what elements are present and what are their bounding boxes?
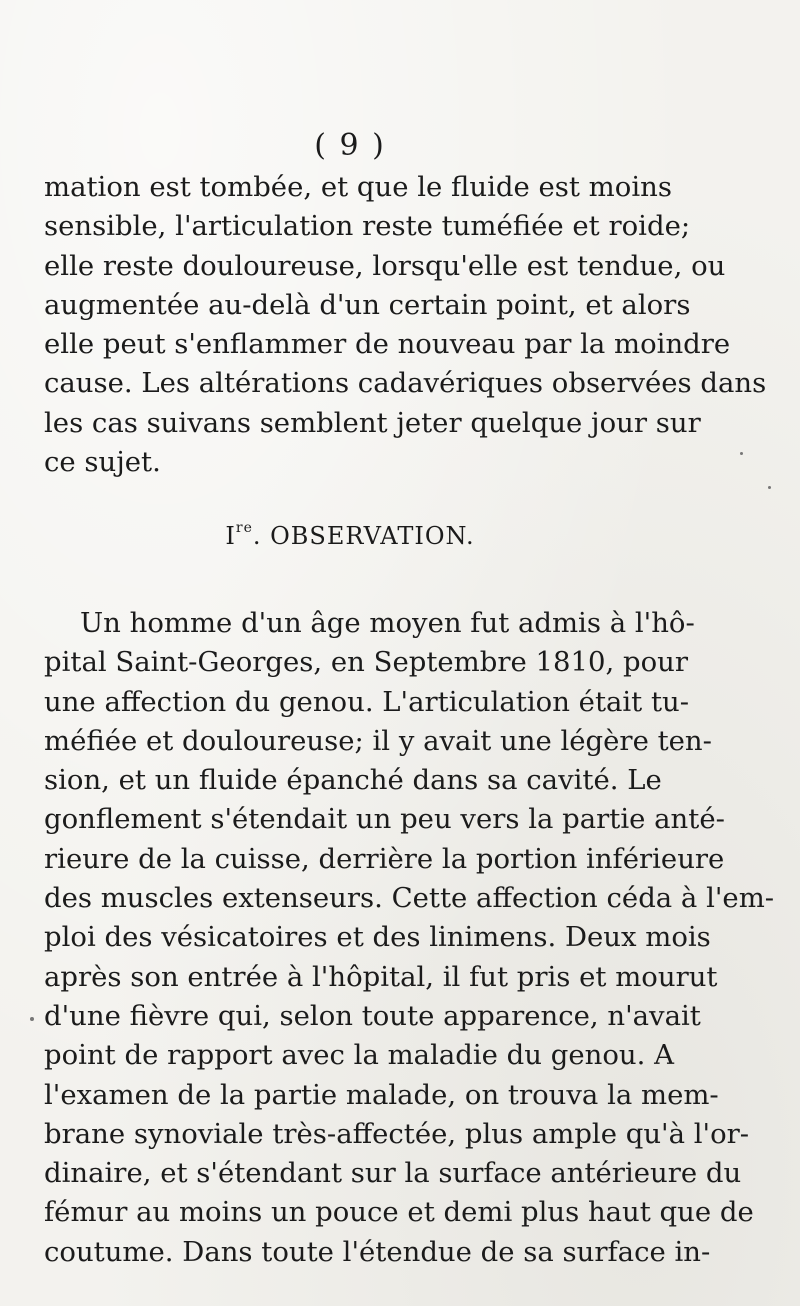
text-line: Un homme d'un âge moyen fut admis à l'hô- bbox=[80, 607, 695, 639]
text-line: l'examen de la partie malade, on trouva la mem- bbox=[44, 1078, 719, 1111]
text-line: coutume. Dans toute l'étendue de sa surface in- bbox=[44, 1235, 711, 1268]
paragraph-continued bbox=[44, 168, 767, 482]
text-line: les cas suivans semblent jeter quelque jour sur bbox=[44, 406, 701, 439]
paper-speck bbox=[740, 452, 743, 455]
heading-title: . OBSERVATION. bbox=[252, 522, 475, 550]
heading-superscript: re bbox=[235, 520, 253, 536]
heading-numeral: I bbox=[225, 522, 236, 550]
observation-paragraph bbox=[44, 604, 775, 1272]
text-line: des muscles extenseurs. Cette affection céda à l'em- bbox=[44, 882, 775, 915]
paper-speck bbox=[768, 486, 771, 489]
text-line: cause. Les altérations cadavériques observées dans bbox=[44, 367, 767, 400]
text-line: après son entrée à l'hôpital, il fut pris et mourut bbox=[44, 960, 718, 993]
text-line: gonflement s'étendait un peu vers la partie anté- bbox=[44, 803, 725, 836]
paper-speck bbox=[30, 1017, 34, 1021]
text-line: brane synoviale très-affectée, plus ample qu'à l'or- bbox=[44, 1117, 750, 1150]
text-line: ce sujet. bbox=[44, 446, 161, 479]
text-line: sensible, l'articulation reste tuméfiée et roide; bbox=[44, 210, 691, 243]
text-line: dinaire, et s'étendant sur la surface antérieure du bbox=[44, 1157, 742, 1190]
section-heading bbox=[0, 522, 700, 550]
text-line: rieure de la cuisse, derrière la portion inférieure bbox=[44, 842, 725, 875]
text-line: ploi des vésicatoires et des linimens. Deux mois bbox=[44, 921, 711, 954]
text-line: d'une fièvre qui, selon toute apparence, n'avait bbox=[44, 999, 701, 1032]
text-line: une affection du genou. L'articulation était tu- bbox=[44, 685, 690, 718]
text-line: fémur au moins un pouce et demi plus haut que de bbox=[44, 1196, 754, 1229]
text-line: sion, et un fluide épanché dans sa cavité. Le bbox=[44, 764, 662, 797]
text-line: méfiée et douloureuse; il y avait une légère ten- bbox=[44, 724, 712, 757]
text-line: pital Saint-Georges, en Septembre 1810, pour bbox=[44, 646, 688, 679]
text-line: elle reste douloureuse, lorsqu'elle est tendue, ou bbox=[44, 249, 726, 282]
page-number: ( 9 ) bbox=[314, 128, 386, 163]
text-line: point de rapport avec la maladie du genou. A bbox=[44, 1039, 674, 1072]
text-line: augmentée au-delà d'un certain point, et alors bbox=[44, 288, 691, 321]
text-line: mation est tombée, et que le fluide est moins bbox=[44, 171, 672, 203]
text-line: elle peut s'enflammer de nouveau par la moindre bbox=[44, 328, 731, 361]
